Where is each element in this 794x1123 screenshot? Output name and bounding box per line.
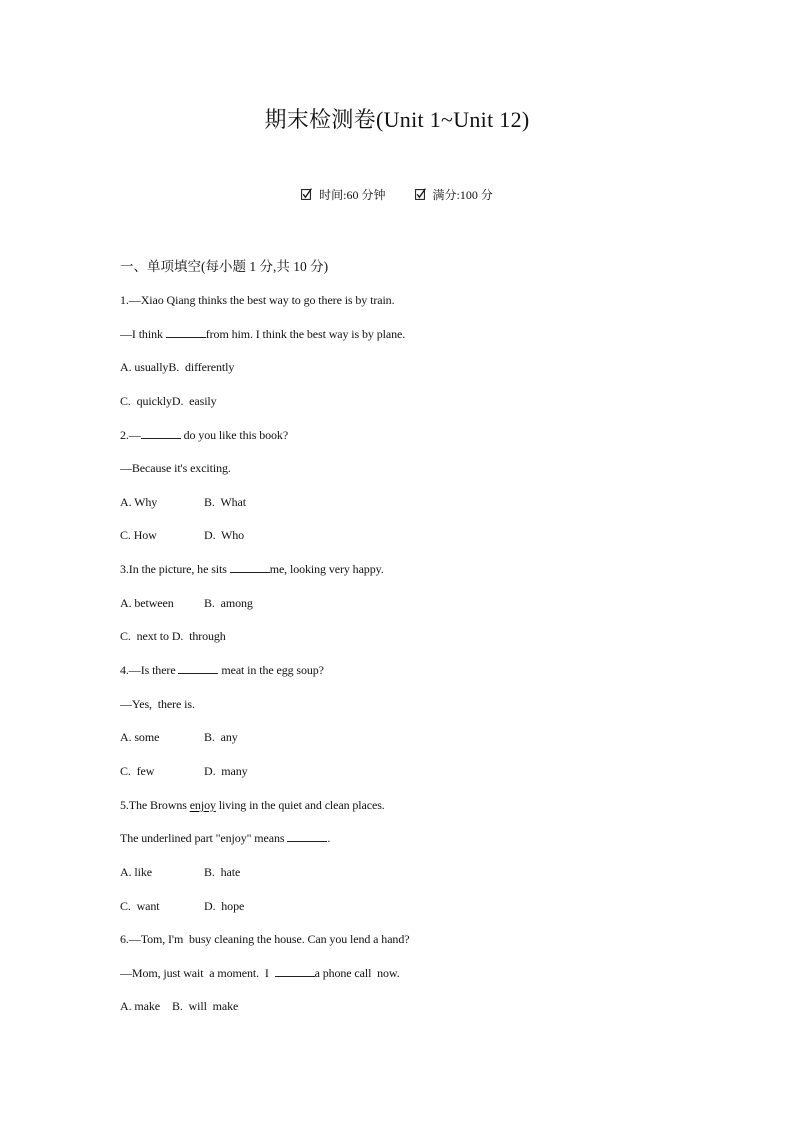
option-a: A. some [120, 730, 160, 745]
answer-blank [178, 672, 218, 674]
score-info [415, 186, 493, 203]
answer-blank [275, 975, 315, 977]
option-d: D. through [171, 629, 226, 644]
question-5-stem: 5.The Browns enjoy living in the quiet and clean places. [120, 797, 385, 812]
question-1-stem: 1.—Xiao Qiang thinks the best way to go there is by train. [120, 293, 395, 307]
check-box-icon [301, 188, 312, 200]
option-b: B. any [204, 730, 238, 745]
underlined-word: enjoy [189, 797, 216, 812]
option-d: D. Who [204, 528, 245, 543]
answer-blank [166, 336, 206, 338]
question-2-reply: —Because it's exciting. [120, 461, 231, 476]
answer-blank [230, 571, 270, 573]
option-b: B. among [204, 595, 253, 610]
question-2-options-ab [120, 492, 720, 526]
answer-blank [287, 840, 327, 842]
option-d: D. many [204, 763, 248, 778]
option-d: D. easily [171, 393, 217, 408]
question-1-options-cd [120, 391, 720, 425]
check-box-icon [415, 188, 426, 200]
question-4-options-cd [120, 761, 720, 795]
question-4-reply: —Yes, there is. [120, 696, 195, 711]
question-5-options-ab [120, 862, 720, 896]
option-d: D. hope [204, 898, 245, 913]
exam-meta [0, 186, 794, 203]
question-2-stem: 2.— do you like this book? [120, 427, 289, 442]
section-heading: 一、单项填空(每小题 1 分,共 10 分) [120, 259, 329, 274]
option-c: C. want [120, 898, 160, 913]
page-title: 期末检测卷(Unit 1~Unit 12) [264, 107, 530, 132]
option-c: C. next to [120, 629, 172, 644]
question-5-options-cd [120, 896, 720, 930]
question-6-stem: 6.—Tom, I'm busy cleaning the house. Can you lend a hand? [120, 932, 410, 947]
option-b: B. hate [204, 864, 241, 879]
question-4-stem: 4.—Is there meat in the egg soup? [120, 663, 324, 678]
full-score: 满分:100 分 [432, 188, 493, 202]
question-3-stem: 3.In the picture, he sits me, looking very happy. [120, 562, 384, 577]
option-b: B. What [204, 494, 246, 509]
option-b: B. will make [171, 999, 239, 1014]
question-5-prompt: The underlined part "enjoy" means . [120, 831, 331, 846]
option-c: C. How [120, 528, 157, 543]
option-c: C. few [120, 763, 155, 778]
question-2-options-cd [120, 525, 720, 559]
question-1-options-ab [120, 357, 720, 391]
question-3-options-ab [120, 593, 720, 627]
option-a: A. between [120, 595, 174, 610]
time-limit: 时间:60 分钟 [319, 188, 386, 202]
time-info [301, 186, 385, 203]
option-a: A. usually [120, 360, 169, 375]
question-6-reply: —Mom, just wait a moment. I a phone call now. [120, 965, 400, 980]
option-a: A. like [120, 864, 152, 879]
question-1-reply: —I think from him. I think the best way is by plane. [120, 326, 406, 341]
answer-blank [141, 437, 181, 439]
option-c: C. quickly [120, 393, 172, 408]
question-4-options-ab [120, 727, 720, 761]
option-b: B. differently [168, 360, 235, 375]
question-list [120, 290, 720, 1030]
option-a: A. Why [120, 494, 158, 509]
question-6-options-ab [120, 996, 720, 1030]
option-a: A. make [120, 999, 160, 1014]
question-3-options-cd [120, 626, 720, 660]
